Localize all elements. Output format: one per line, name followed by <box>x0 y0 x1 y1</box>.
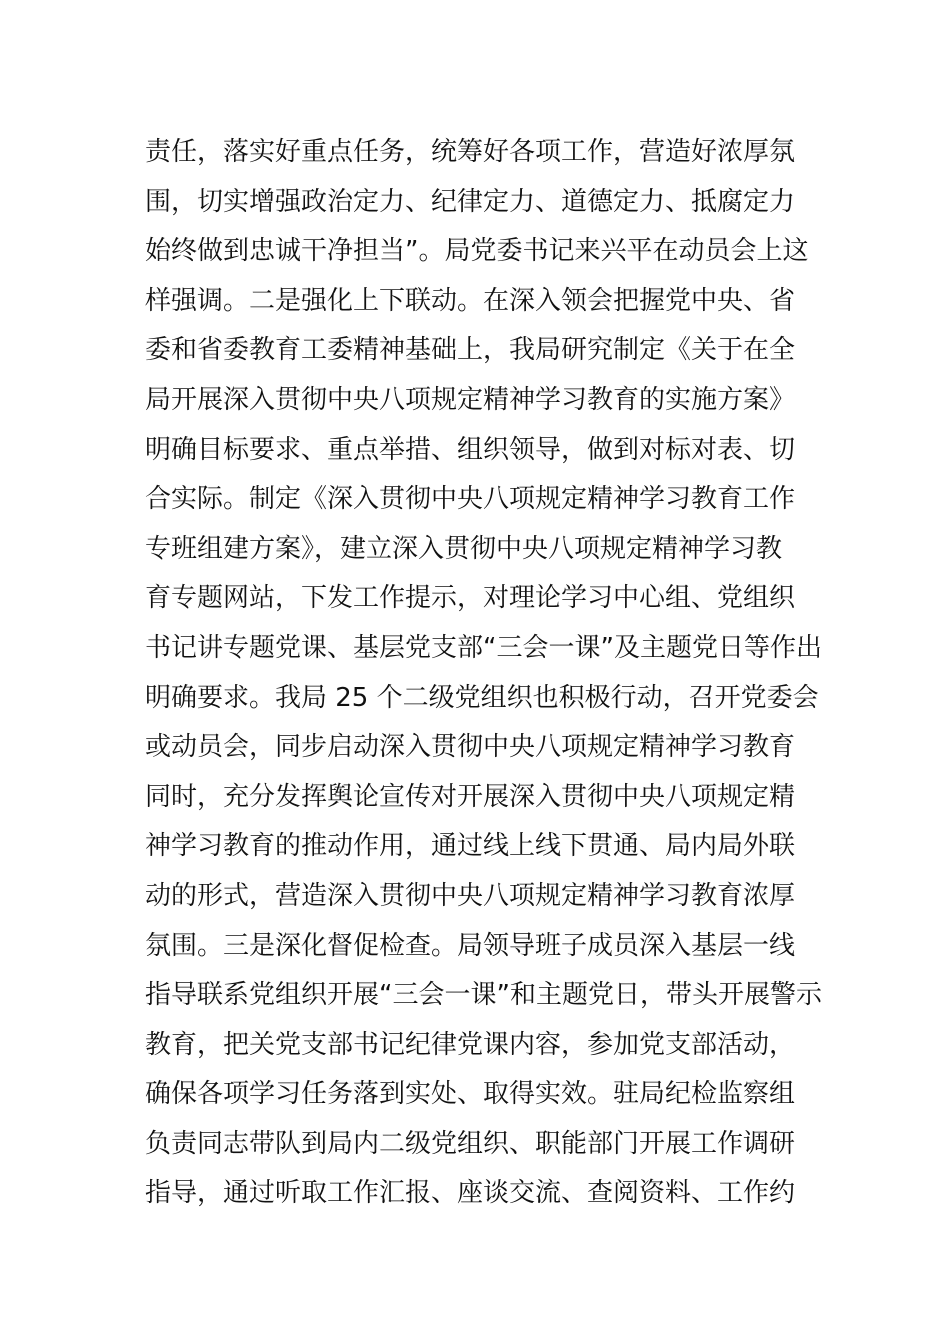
text-line: 教育，把关党支部书记纪律党课内容，参加党支部活动， <box>145 1029 796 1060</box>
text-line: 局开展深入贯彻中央八项规定精神学习教育的实施方案》 <box>145 384 796 415</box>
text-line: 合实际。制定《深入贯彻中央八项规定精神学习教育工作 <box>145 484 796 515</box>
text-line: 育专题网站，下发工作提示，对理论学习中心组、党组织 <box>145 583 796 614</box>
text-line: 委和省委教育工委精神基础上，我局研究制定《关于在全 <box>145 335 796 366</box>
text-line: 责任，落实好重点任务，统筹好各项工作，营造好浓厚氛 <box>145 137 796 167</box>
text-line: 动的形式，营造深入贯彻中央八项规定精神学习教育浓厚 <box>145 880 796 911</box>
text-line: 神学习教育的推动作用，通过线上线下贯通、局内局外联 <box>145 831 796 862</box>
body-paragraph <box>145 128 822 1219</box>
text-line: 始终做到忠诚干净担当”。局党委书记来兴平在动员会上这 <box>145 236 809 267</box>
text-line: 指导，通过听取工作汇报、座谈交流、查阅资料、工作约 <box>145 1178 796 1209</box>
text-line: 负责同志带队到局内二级党组织、职能部门开展工作调研 <box>145 1128 796 1159</box>
text-line: 同时，充分发挥舆论宣传对开展深入贯彻中央八项规定精 <box>145 781 796 812</box>
text-line: 确保各项学习任务落到实处、取得实效。驻局纪检监察组 <box>145 1079 796 1110</box>
text-line: 围，切实增强政治定力、纪律定力、道德定力、抵腐定力 <box>145 186 796 217</box>
text-line: 明确目标要求、重点举措、组织领导，做到对标对表、切 <box>145 434 796 465</box>
text-line: 样强调。二是强化上下联动。在深入领会把握党中央、省 <box>145 285 796 316</box>
text-line: 或动员会，同步启动深入贯彻中央八项规定精神学习教育 <box>145 732 796 763</box>
text-line: 氛围。三是深化督促检查。局领导班子成员深入基层一线 <box>145 930 796 961</box>
text-line: 指导联系党组织开展“三会一课”和主题党日，带头开展警示 <box>145 980 822 1011</box>
text-line: 书记讲专题党课、基层党支部“三会一课”及主题党日等作出 <box>145 632 822 663</box>
text-line: 专班组建方案》，建立深入贯彻中央八项规定精神学习教 <box>145 533 783 564</box>
text-line: 明确要求。我局 25 个二级党组织也积极行动，召开党委会 <box>145 682 819 713</box>
